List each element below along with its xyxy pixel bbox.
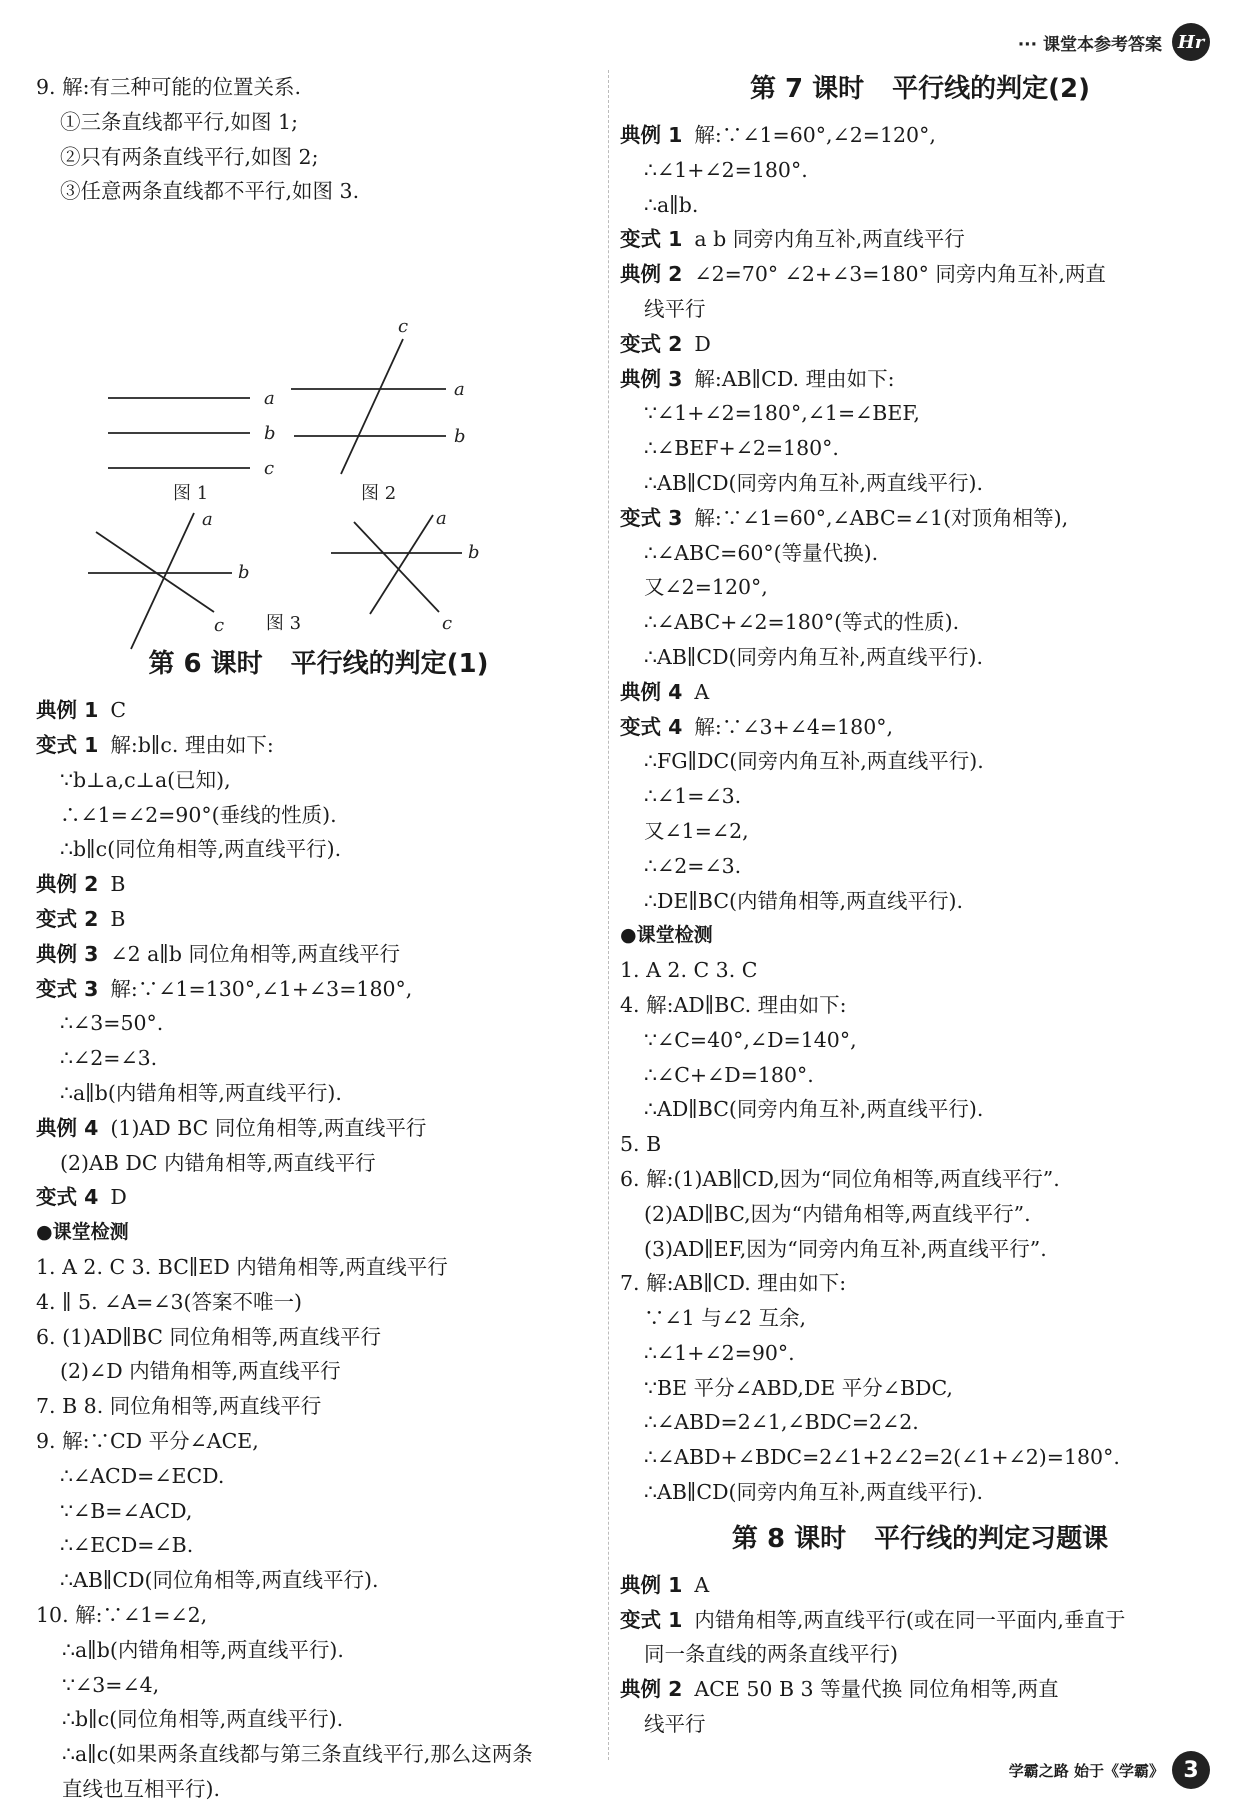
answer-text: 又∠1=∠2, [644, 818, 749, 843]
answer-line [36, 1041, 601, 1076]
answer-text: 4. ∥ 5. ∠A=∠3(答案不唯一) [36, 1289, 303, 1314]
answer-text: (2)∠D 内错角相等,两直线平行 [60, 1359, 341, 1384]
answer-line [620, 1405, 1220, 1440]
answer-text: ∠2=70° ∠2+∠3=180° 同旁内角互补,两直 [694, 262, 1106, 287]
answer-text: ∴∠BEF+∠2=180°. [644, 436, 839, 461]
answer-text: ∴b∥c(同位角相等,两直线平行). [62, 1707, 344, 1732]
answer-label: 变式 4 [620, 714, 683, 739]
answer-text: 直线也互相平行). [62, 1776, 221, 1801]
answer-text: 解:∵∠1=130°,∠1+∠3=180°, [110, 976, 413, 1001]
answer-text: 6. 解:(1)AB∥CD,因为“同位角相等,两直线平行”. [620, 1166, 1060, 1191]
answer-line [36, 1424, 601, 1459]
answer-label: 变式 1 [620, 1607, 683, 1632]
answer-line [620, 1475, 1220, 1510]
answer-text: ∵∠3=∠4, [62, 1672, 160, 1697]
brand-logo-icon: Hr [1172, 23, 1210, 61]
answer-text: ∴a∥c(如果两条直线都与第三条直线平行,那么这两条 [62, 1742, 533, 1767]
answer-label: 典例 3 [620, 366, 683, 391]
answer-line [620, 1301, 1220, 1336]
answer-line [36, 1737, 601, 1772]
answer-label: 典例 4 [620, 679, 683, 704]
fig1-label-a: a [264, 388, 275, 410]
answer-line [620, 327, 1220, 362]
answer-line [620, 1058, 1220, 1093]
answer-text: ∵BE 平分∠ABD,DE 平分∠BDC, [644, 1375, 953, 1400]
answer-line [620, 1092, 1220, 1127]
answer-text: a b 同旁内角互补,两直线平行 [694, 227, 965, 252]
answer-line [36, 1668, 601, 1703]
answer-text: 同一条直线的两条直线平行) [644, 1642, 898, 1667]
answer-text: 解:AB∥CD. 理由如下: [694, 366, 895, 391]
answer-line [620, 710, 1220, 745]
answer-label: 变式 3 [36, 976, 99, 1001]
answer-line [620, 675, 1220, 710]
answer-line [36, 1285, 601, 1320]
answer-text: ∴∠ABC+∠2=180°(等式的性质). [644, 610, 960, 635]
answer-line: ③任意两条直线都不平行,如图 3. [60, 179, 360, 204]
answer-text: 解:b∥c. 理由如下: [110, 732, 274, 757]
answer-line [620, 222, 1220, 257]
answer-line [36, 867, 601, 902]
lesson7-title [620, 64, 1220, 114]
answer-line [620, 1707, 1220, 1742]
lesson6-subtitle: 平行线的判定(1) [290, 649, 489, 680]
fig1-caption: 图 1 [173, 483, 209, 505]
answer-text: A [694, 679, 710, 704]
answer-line [36, 1702, 601, 1737]
answer-label: 典例 2 [36, 872, 99, 897]
fig3b-line-c [354, 522, 439, 612]
lesson6-number: 第 6 课时 [148, 649, 263, 680]
answer-text: 解:∵∠1=60°,∠2=120°, [694, 123, 936, 147]
page-footer [1009, 1751, 1210, 1789]
answer-line [620, 362, 1220, 397]
answer-line [36, 972, 601, 1007]
answer-line [36, 1250, 601, 1285]
answer-text: ∴∠1=∠2=90°(垂线的性质). [60, 802, 337, 827]
answer-text: (3)AD∥EF,因为“同旁内角互补,两直线平行”. [644, 1236, 1047, 1261]
answer-text: 线平行 [644, 1712, 706, 1737]
answer-text: B [110, 872, 126, 897]
answer-text: ∴DE∥BC(内错角相等,两直线平行). [644, 888, 964, 913]
answer-line [36, 902, 601, 937]
answer-line [620, 1127, 1220, 1162]
fig3b-label-c: c [442, 613, 453, 635]
answer-line [36, 1633, 601, 1668]
answer-label: 典例 1 [36, 698, 99, 723]
answer-text: ∵∠C=40°,∠D=140°, [644, 1027, 857, 1052]
answer-line [620, 431, 1220, 466]
answer-text: ∴b∥c(同位角相等,两直线平行). [60, 837, 342, 862]
answer-label: 典例 2 [620, 1677, 683, 1702]
answer-line [620, 466, 1220, 501]
answer-text: ∴AB∥CD(同旁内角互补,两直线平行). [644, 1480, 984, 1505]
answer-line [620, 849, 1220, 884]
answer-text: 7. B 8. 同位角相等,两直线平行 [36, 1394, 322, 1419]
answer-line [36, 798, 601, 833]
answer-line [620, 605, 1220, 640]
answer-line [620, 779, 1220, 814]
answer-text: (2)AB DC 内错角相等,两直线平行 [60, 1150, 376, 1175]
fig2-label-c: c [398, 316, 409, 338]
answer-line [620, 570, 1220, 605]
answer-text: ∴∠ABD+∠BDC=2∠1+2∠2=2(∠1+∠2)=180°. [644, 1445, 1120, 1470]
answer-line [620, 640, 1220, 675]
question-9-block [36, 70, 601, 209]
page-number: 3 [1172, 1751, 1210, 1789]
answer-line [620, 257, 1220, 292]
answer-line [620, 501, 1220, 536]
answer-text: C [110, 698, 127, 723]
answer-line [36, 1354, 601, 1389]
lesson6-answers [36, 693, 601, 1807]
answer-text: ∴AB∥CD(同旁内角互补,两直线平行). [644, 644, 984, 669]
answer-text: A [694, 1572, 710, 1597]
answer-line [36, 763, 601, 798]
answer-line [36, 1111, 601, 1146]
answer-line [620, 953, 1220, 988]
fig1-label-b: b [264, 423, 276, 445]
answer-text: 解:∵∠3+∠4=180°, [694, 714, 893, 739]
fig3b-line-a [370, 515, 433, 614]
fig2-label-b: b [454, 426, 466, 448]
answer-text: D [694, 331, 711, 356]
answer-line [36, 1563, 601, 1598]
answer-text: ∴∠C+∠D=180°. [644, 1062, 814, 1087]
answer-line [620, 988, 1220, 1023]
answer-line [36, 832, 601, 867]
answer-label: 变式 3 [620, 505, 683, 530]
lesson6-title [36, 639, 601, 689]
answer-line [620, 1336, 1220, 1371]
answer-text: 9. 解:∵CD 平分∠ACE, [36, 1428, 259, 1453]
answer-line [620, 1197, 1220, 1232]
answer-label: 典例 4 [36, 1115, 99, 1140]
lesson8-number: 第 8 课时 [731, 1523, 847, 1554]
answer-line [36, 1180, 601, 1215]
answer-line [620, 1266, 1220, 1301]
answer-line [36, 1320, 601, 1355]
footer-slogan: 学霸之路 始于《学霸》 [1008, 1761, 1164, 1780]
fig3a-label-b: b [238, 562, 250, 584]
answer-label: 典例 1 [620, 123, 683, 147]
answer-label: 变式 2 [36, 906, 99, 931]
header-title: ··· 课堂本参考答案 [1017, 34, 1162, 55]
lesson8-subtitle: 平行线的判定习题课 [874, 1523, 1109, 1554]
section-heading: ●课堂检测 [620, 924, 713, 947]
answer-text: ∴∠ECD=∠B. [60, 1533, 194, 1558]
answer-line [620, 1371, 1220, 1406]
answer-text: ACE 50 B 3 等量代换 同位角相等,两直 [694, 1677, 1059, 1702]
answer-text: 内错角相等,两直线平行(或在同一平面内,垂直于 [694, 1607, 1126, 1632]
answer-text: 1. A 2. C 3. C [620, 958, 758, 983]
fig2-line-c [341, 339, 403, 474]
answer-line [620, 1232, 1220, 1267]
answer-line [620, 1672, 1220, 1707]
fig1-label-c: c [264, 458, 275, 480]
answer-text: ∵∠1+∠2=180°,∠1=∠BEF, [644, 401, 920, 426]
answer-line [36, 1494, 601, 1529]
answer-text: 又∠2=120°, [644, 575, 768, 600]
answer-text: 10. 解:∵∠1=∠2, [36, 1602, 208, 1627]
lesson8-title [620, 1514, 1220, 1564]
answer-text: ∴∠1+∠2=90°. [644, 1340, 795, 1365]
answer-line [620, 536, 1220, 571]
answer-text: ∴∠ABD=2∠1,∠BDC=2∠2. [644, 1410, 919, 1435]
answer-line [620, 1162, 1220, 1197]
answer-line [620, 153, 1220, 188]
answer-label: 变式 1 [620, 227, 683, 252]
answer-text: ∴AB∥CD(同位角相等,两直线平行). [60, 1568, 379, 1593]
answer-text: (1)AD BC 同位角相等,两直线平行 [110, 1115, 427, 1140]
answer-text: ∴AD∥BC(同旁内角互补,两直线平行). [644, 1097, 984, 1122]
left-column [36, 70, 601, 1807]
answer-line [620, 1023, 1220, 1058]
answer-text: ∠2 a∥b 同位角相等,两直线平行 [110, 941, 400, 966]
answer-line: ②只有两条直线平行,如图 2; [60, 144, 319, 169]
answer-text: ∴FG∥DC(同旁内角互补,两直线平行). [644, 749, 984, 774]
answer-text: 解:∵∠1=60°,∠ABC=∠1(对顶角相等), [694, 505, 1069, 530]
answer-line [620, 1440, 1220, 1475]
lesson7-subtitle: 平行线的判定(2) [892, 74, 1091, 104]
answer-text: 6. (1)AD∥BC 同位角相等,两直线平行 [36, 1324, 381, 1349]
answer-line [620, 1568, 1220, 1603]
answer-line [620, 1603, 1220, 1638]
lesson7-answers [620, 118, 1220, 1510]
answer-text: 线平行 [644, 296, 706, 321]
section-heading: ●课堂检测 [36, 1221, 129, 1244]
answer-line [36, 1528, 601, 1563]
answer-line [620, 884, 1220, 919]
answer-line [620, 118, 1220, 153]
answer-text: ∵∠B=∠ACD, [60, 1498, 193, 1523]
answer-text: ∴a∥b. [644, 192, 699, 217]
answer-text: ∴∠ABC=60°(等量代换). [644, 540, 879, 565]
answer-label: 变式 2 [620, 331, 683, 356]
fig3a-label-c: c [214, 615, 225, 637]
answer-line [36, 1389, 601, 1424]
answer-line [36, 1598, 601, 1633]
column-divider [608, 70, 609, 1760]
right-column [620, 70, 1220, 1742]
page-header [1018, 22, 1210, 62]
fig3b-label-b: b [468, 542, 480, 564]
answer-label: 典例 3 [36, 941, 99, 966]
answer-text: ∵∠1 与∠2 互余, [644, 1306, 806, 1331]
answer-line [620, 396, 1220, 431]
answer-text: D [110, 1185, 127, 1210]
lesson8-answers [620, 1568, 1220, 1742]
answer-label: 变式 1 [36, 732, 99, 757]
answer-text: 4. 解:AD∥BC. 理由如下: [620, 992, 847, 1017]
lesson7-number: 第 7 课时 [749, 74, 865, 104]
answer-line [36, 1006, 601, 1041]
answer-text: ∴∠2=∠3. [644, 853, 742, 878]
answer-line [36, 1772, 601, 1807]
answer-line [620, 744, 1220, 779]
fig3b-label-a: a [436, 508, 447, 530]
answer-text: (2)AD∥BC,因为“内错角相等,两直线平行”. [644, 1201, 1031, 1226]
answer-text: ∴∠ACD=∠ECD. [60, 1463, 225, 1488]
fig3a-label-a: a [202, 509, 213, 531]
answer-line: 9. 解:有三种可能的位置关系. [36, 75, 301, 99]
answer-line [620, 292, 1220, 327]
answer-line [36, 693, 601, 728]
answer-text: ∴∠1+∠2=180°. [644, 157, 808, 182]
answer-text: 5. B [620, 1132, 662, 1157]
answer-text: B [110, 906, 126, 931]
fig2-caption: 图 2 [361, 483, 397, 505]
answer-line [36, 1076, 601, 1111]
answer-text: ∴a∥b(内错角相等,两直线平行). [62, 1637, 344, 1662]
fig3-caption: 图 3 [265, 613, 302, 635]
answer-label: 典例 2 [620, 262, 683, 287]
answer-text: 1. A 2. C 3. BC∥ED 内错角相等,两直线平行 [36, 1254, 448, 1279]
answer-text: ∴AB∥CD(同旁内角互补,两直线平行). [644, 470, 984, 495]
answer-line [620, 1637, 1220, 1672]
fig3a-line-c [96, 532, 214, 612]
answer-text: ∴∠2=∠3. [60, 1046, 158, 1071]
answer-line [36, 1146, 601, 1181]
answer-text: 7. 解:AB∥CD. 理由如下: [620, 1271, 847, 1296]
answer-line: ①三条直线都平行,如图 1; [60, 109, 298, 134]
answer-label: 变式 4 [36, 1185, 99, 1210]
answer-label: 典例 1 [620, 1572, 683, 1597]
answer-line [36, 1459, 601, 1494]
answer-text: ∴∠3=50°. [60, 1011, 164, 1036]
answer-line [36, 728, 601, 763]
answer-text: ∴∠1=∠3. [644, 784, 742, 809]
answer-line [620, 188, 1220, 223]
answer-text: ∵b⊥a,c⊥a(已知), [60, 767, 231, 792]
answer-text: ∴a∥b(内错角相等,两直线平行). [60, 1080, 342, 1105]
answer-line [36, 937, 601, 972]
fig2-label-a: a [454, 379, 465, 401]
answer-line [620, 814, 1220, 849]
